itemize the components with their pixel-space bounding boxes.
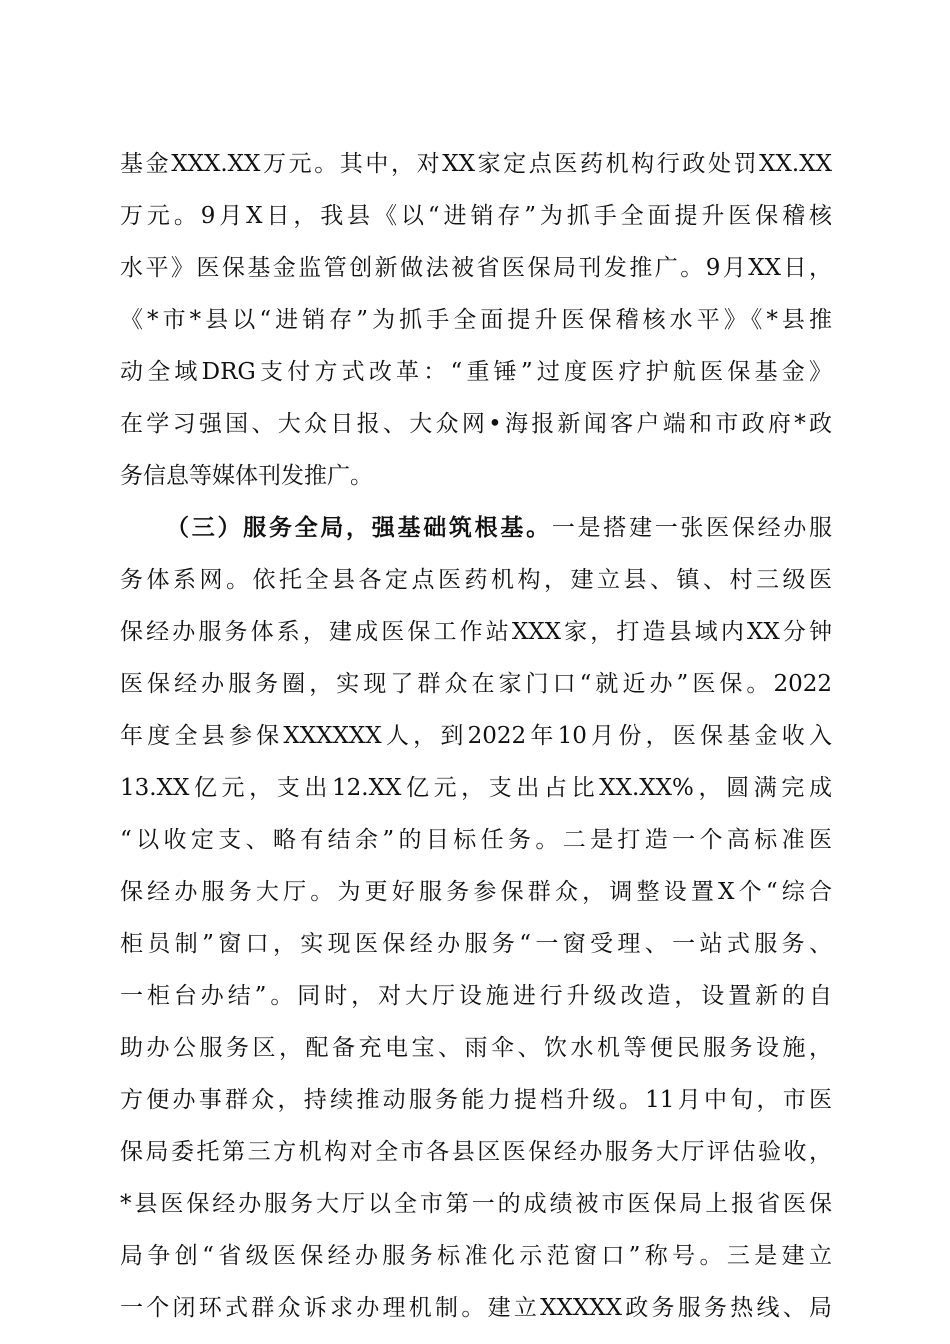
text-line: “以收定支、略有结余”的目标任务。二是打造一个高标准医: [120, 827, 832, 853]
text-line: 保经办服务体系，建成医保工作站XXX家，打造县域内XX分钟: [120, 619, 832, 645]
section-heading-line: [120, 502, 832, 554]
text-line: *县医保经办服务大厅以全市第一的成绩被市医保局上报省医保: [120, 1191, 832, 1217]
text-line: 动全域DRG支付方式改革：“重锤”过度医疗护航医保基金》: [120, 359, 832, 385]
section-heading-rest: 一是搭建一张医保经办服: [551, 515, 832, 541]
text-line: 基金XXX.XX万元。其中，对XX家定点医药机构行政处罚XX.XX: [120, 151, 832, 177]
text-line: 一个闭环式群众诉求办理机制。建立XXXXX政务服务热线、局: [120, 1295, 832, 1321]
text-line: 13.XX亿元，支出12.XX亿元，支出占比XX.XX%，圆满完成: [120, 775, 832, 801]
text-line: 年度全县参保XXXXXX人，到2022年10月份，医保基金收入: [120, 723, 832, 749]
text-line: 务体系网。依托全县各定点医药机构，建立县、镇、村三级医: [120, 567, 832, 593]
text-line: 保局委托第三方机构对全市各县区医保经办服务大厅评估验收，: [120, 1139, 832, 1165]
text-line: 万元。9月X日，我县《以“进销存”为抓手全面提升医保稽核: [120, 203, 832, 229]
text-line: 方便办事群众，持续推动服务能力提档升级。11月中旬，市医: [120, 1087, 832, 1113]
text-line: 医保经办服务圈，实现了群众在家门口“就近办”医保。2022: [120, 671, 832, 697]
body-text: [120, 138, 832, 1334]
section-heading: （三）服务全局，强基础筑根基。: [166, 514, 552, 541]
text-line: 水平》医保基金监管创新做法被省医保局刊发推广。9月XX日，: [120, 255, 832, 281]
text-line: 保经办服务大厅。为更好服务参保群众，调整设置X个“综合: [120, 879, 832, 905]
text-line: 助办公服务区，配备充电宝、雨伞、饮水机等便民服务设施，: [120, 1035, 832, 1061]
text-line: 柜员制”窗口，实现医保经办服务“一窗受理、一站式服务、: [120, 931, 832, 957]
text-line: 一柜台办结”。同时，对大厅设施进行升级改造，设置新的自: [120, 983, 832, 1009]
text-line: 《*市*县以“进销存”为抓手全面提升医保稽核水平》《*县推: [120, 307, 832, 333]
text-line: 务信息等媒体刊发推广。: [120, 463, 373, 489]
text-line: 在学习强国、大众日报、大众网•海报新闻客户端和市政府*政: [120, 411, 832, 437]
text-line: 局争创“省级医保经办服务标准化示范窗口”称号。三是建立: [120, 1243, 832, 1269]
